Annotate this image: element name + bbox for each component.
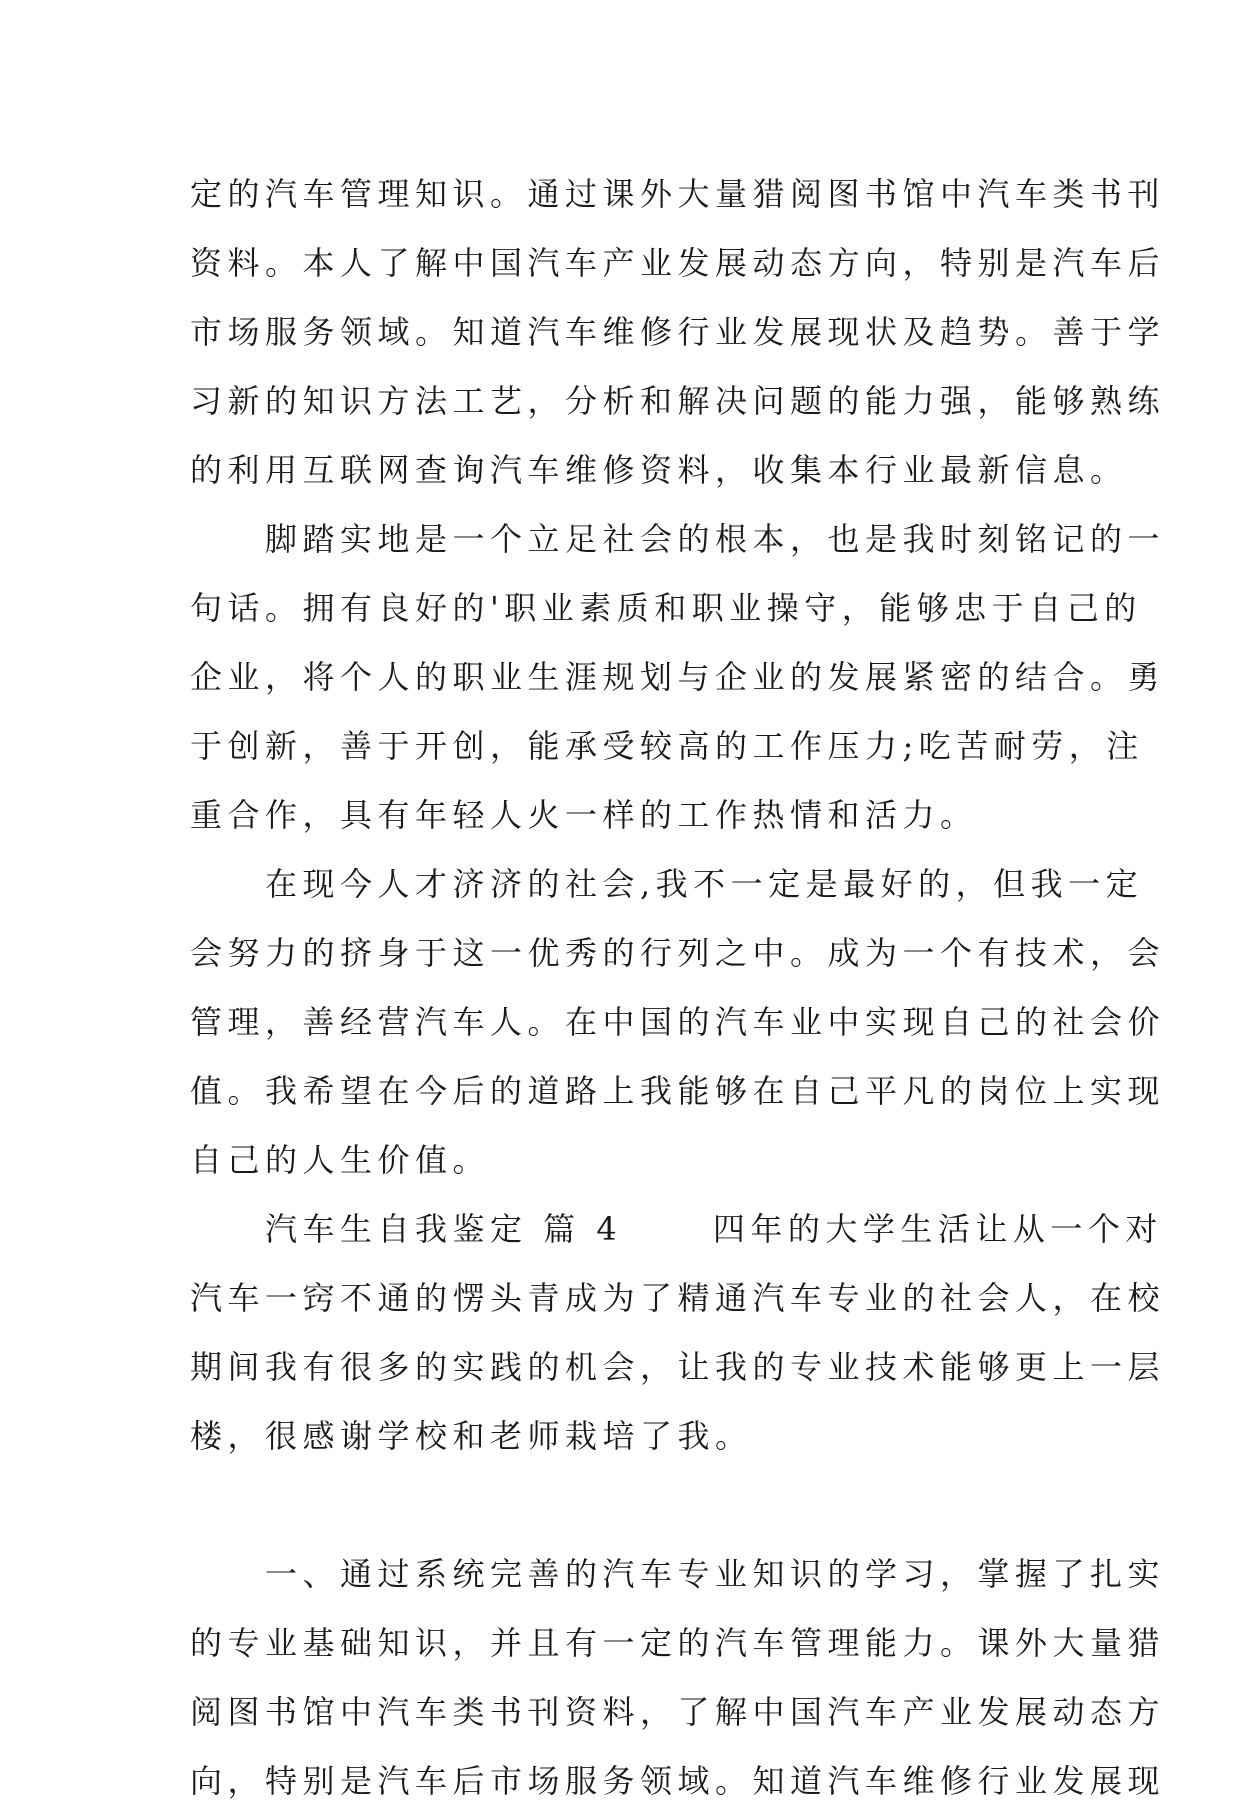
text-line: 定的汽车管理知识。通过课外大量猎阅图书馆中汽车类书刊 [190, 175, 1166, 213]
paragraph-3 [190, 850, 1166, 1195]
text-line: 管理，善经营汽车人。在中国的汽车业中实现自己的社会价 [190, 1003, 1166, 1041]
text-line: 资料。本人了解中国汽车产业发展动态方向，特别是汽车后 [190, 244, 1166, 282]
text-line: 期间我有很多的实践的机会，让我的专业技术能够更上一层 [190, 1348, 1166, 1386]
text-line: 一、通过系统完善的汽车专业知识的学习，掌握了扎实 [190, 1555, 1166, 1593]
text-line: 重合作，具有年轻人火一样的工作热情和活力。 [190, 796, 978, 834]
text-line: 楼，很感谢学校和老师栽培了我。 [190, 1417, 753, 1455]
text-line: 阅图书馆中汽车类书刊资料，了解中国汽车产业发展动态方 [190, 1693, 1166, 1731]
paragraph-1 [190, 160, 1166, 505]
text-line: 句话。拥有良好的'职业素质和职业操守，能够忠于自己的 [190, 589, 1142, 627]
text-line: 向，特别是汽车后市场服务领域。知道汽车维修行业发展现 [190, 1762, 1166, 1800]
text-line: 习新的知识方法工艺，分析和解决问题的能力强，能够熟练 [190, 382, 1166, 420]
text-line: 自己的人生价值。 [190, 1141, 491, 1179]
blank-line [190, 1471, 1052, 1540]
text-line: 会努力的挤身于这一优秀的行列之中。成为一个有技术，会 [190, 934, 1166, 972]
text-line: 值。我希望在今后的道路上我能够在自己平凡的岗位上实现 [190, 1072, 1166, 1110]
section-heading-line: 汽车生自我鉴定 篇 4 四年的大学生活让从一个对 [190, 1210, 1163, 1248]
text-line: 企业，将个人的职业生涯规划与企业的发展紧密的结合。勇 [190, 658, 1166, 696]
text-line: 于创新，善于开创，能承受较高的工作压力;吃苦耐劳，注 [190, 727, 1144, 765]
paragraph-4 [190, 1195, 1166, 1471]
text-line: 在现今人才济济的社会,我不一定是最好的，但我一定 [190, 865, 1144, 903]
text-line: 的利用互联网查询汽车维修资料，收集本行业最新信息。 [190, 451, 1128, 489]
document-body [190, 160, 1166, 1816]
paragraph-5 [190, 1540, 1166, 1816]
text-line: 市场服务领域。知道汽车维修行业发展现状及趋势。善于学 [190, 313, 1166, 351]
text-line: 脚踏实地是一个立足社会的根本，也是我时刻铭记的一 [190, 520, 1166, 558]
text-line: 汽车一窍不通的愣头青成为了精通汽车专业的社会人，在校 [190, 1279, 1166, 1317]
paragraph-2 [190, 505, 1166, 850]
text-line: 的专业基础知识，并且有一定的汽车管理能力。课外大量猎 [190, 1624, 1166, 1662]
